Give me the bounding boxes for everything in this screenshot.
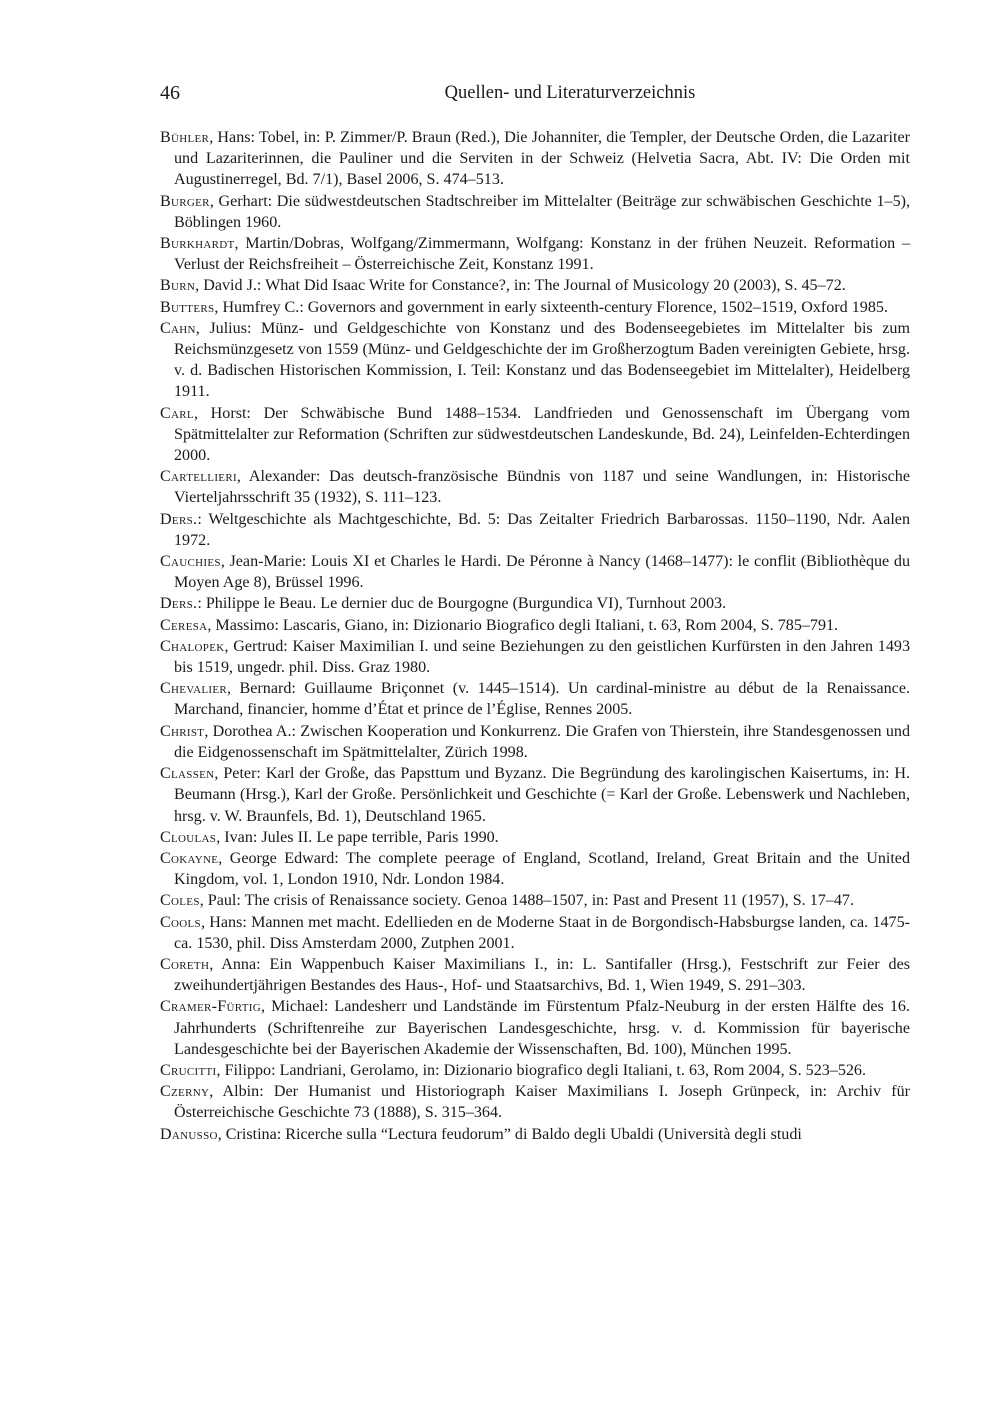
entry-text: , Julius: Münz- und Geldgeschichte von Konstanz und des Bodenseegebietes im Mittelalter bis zum Reichsmünzgesetz von 1559 (Münz- und Geldgeschichte der im Großherzogtum Baden vereinigten Gebiete, hrsg. v. d. Badischen Historischen Kommission, I. Teil: Konstanz und das Bodenseegebiet im Mittelalter), Heidelberg 1911. [174,319,910,401]
entry-author: Cloulas [160,828,217,846]
bibliography-list [160,127,910,1145]
entry-text: , Hans: Tobel, in: P. Zimmer/P. Braun (Red.), Die Johanniter, die Templer, der Deutsche Orden, die Lazariter und Lazariterinnen, die Pauliner und die Serviten in der Schweiz (Helvetia Sacra, Abt. IV: Die Orden mit Augustinerregel, Bd. 7/1), Basel 2006, S. 474–513. [174,129,910,189]
entry-text: , Ivan: Jules II. Le pape terrible, Paris 1990. [216,828,499,846]
bibliography-entry [160,721,910,763]
bibliography-entry [160,466,910,508]
entry-author: Burn [160,277,196,295]
entry-text: , Massimo: Lascaris, Giano, in: Dizionario Biografico degli Italiani, t. 63, Rom 2004, S. 785–791. [207,616,839,634]
bibliography-entry [160,509,910,551]
entry-author: Carl [160,404,194,422]
entry-author: Chalopek [160,637,225,655]
bibliography-entry [160,297,910,318]
entry-text: , Gerhart: Die südwestdeutschen Stadtschreiber im Mittelalter (Beiträge zur schwäbischen Geschichte 1–5), Böblingen 1960. [174,192,910,231]
bibliography-entry [160,318,910,403]
entry-author: Ders. [160,510,198,528]
running-head: Quellen- und Literaturverzeichnis [444,83,696,103]
bibliography-entry [160,890,910,911]
entry-text: : Weltgeschichte als Machtgeschichte, Bd. 5: Das Zeitalter Friedrich Barbarossas. 1150–1190, Ndr. Aalen 1972. [174,510,910,549]
entry-author: Coles [160,892,200,910]
entry-author: Butters [160,298,215,316]
entry-text: , Horst: Der Schwäbische Bund 1488–1534. Landfrieden und Genossenschaft im Übergang vom Spätmittelalter zur Reformation (Schriften zur südwestdeutschen Landeskunde, Bd. 24), Leinfelden-Echterdingen 2000. [174,404,910,465]
entry-text: , Filippo: Landriani, Gerolamo, in: Dizionario biografico degli Italiani, t. 63, Rom 2004, S. 523–526. [216,1061,866,1079]
entry-text: , Dorothea A.: Zwischen Kooperation und Konkurrenz. Die Grafen von Thierstein, ihre Standesgenossen und die Eidgenossenschaft im Spätmittelalter, Zürich 1998. [174,722,910,761]
bibliography-entry [160,827,910,848]
entry-author: Burger [160,192,210,210]
bibliography-entry [160,127,910,191]
entry-author: Classen [160,765,215,783]
entry-text: , Jean-Marie: Louis XI et Charles le Hardi. De Péronne à Nancy (1468–1477): le conflit (Bibliothèque du Moyen Age 8), Brüssel 1996. [174,553,910,592]
entry-text: , Gertrud: Kaiser Maximilian I. und seine Beziehungen zu den geistlichen Kurfürsten in den Jahren 1493 bis 1519, ungedr. phil. Diss. Graz 1980. [174,637,910,677]
entry-text: , Cristina: Ricerche sulla “Lectura feudorum” di Baldo degli Ubaldi (Università degli studi [217,1125,802,1143]
entry-text: , Peter: Karl der Große, das Papsttum und Byzanz. Die Begründung des karolingischen Kaisertums, in: H. Beumann (Hrsg.), Karl der Große. Persönlichkeit und Geschichte (= Karl der Große. Lebenswerk und Nachleben, hrsg. v. W. Braunfels, Bd. 1), Deutschland 1965. [174,765,910,825]
entry-author: Ceresa [160,616,208,634]
bibliography-entry [160,636,910,678]
entry-text: , Alexander: Das deutsch-französische Bündnis von 1187 und seine Wandlungen, in: Historische Vierteljahrsschrift 35 (1932), S. 111–123. [174,468,910,507]
bibliography-entry [160,996,910,1060]
bibliography-entry [160,551,910,593]
entry-author: Czerny [160,1083,210,1101]
bibliography-entry [160,848,910,890]
entry-author: Bühler [160,129,210,146]
bibliography-entry [160,233,910,275]
entry-text: , Martin/Dobras, Wolfgang/Zimmermann, Wolfgang: Konstanz in der frühen Neuzeit. Reformation – Verlust der Reichsfreiheit – Österreichische Zeit, Konstanz 1991. [174,235,910,274]
entry-author: Christ [160,722,205,740]
entry-text: , Hans: Mannen met macht. Edellieden en de Moderne Staat in de Borgondisch-Habsburgse landen, ca. 1475-ca. 1530, phil. Diss Amsterdam 2000, Zutphen 2001. [174,913,910,952]
entry-text: , David J.: What Did Isaac Write for Constance?, in: The Journal of Musicology 20 (2003), S. 45–72. [195,277,846,295]
entry-author: Cools [160,913,201,931]
bibliography-entry [160,763,910,827]
bibliography-entry [160,615,910,636]
entry-author: Danusso [160,1125,218,1143]
entry-author: Ders. [160,595,198,613]
bibliography-entry [160,678,910,720]
entry-author: Cokayne [160,849,219,867]
entry-author: Crucitti [160,1061,217,1079]
entry-author: Coreth [160,955,210,973]
bibliography-entry [160,403,910,467]
bibliography-entry [160,275,910,296]
entry-author: Cramer-Fürtig [160,998,262,1016]
bibliography-entry [160,191,910,233]
entry-author: Burkhardt [160,235,235,253]
entry-text: , Albin: Der Humanist und Historiograph Kaiser Maximilians I. Joseph Grünpeck, in: Archiv für Österreichische Geschichte 73 (1888), S. 315–364. [174,1083,910,1122]
entry-text: , Paul: The crisis of Renaissance society. Genoa 1488–1507, in: Past and Present 11 (1957), S. 17–47. [199,892,854,910]
page-number: 46 [160,82,180,104]
bibliography-entry [160,912,910,954]
entry-author: Cartellieri [160,468,237,486]
entry-author: Cahn [160,319,196,337]
entry-text: , Anna: Ein Wappenbuch Kaiser Maximilians I., in: L. Santifaller (Hrsg.), Festschrift zur Feier des zweihundertjährigen Bestandes des Haus-, Hof- und Staatsarchivs, Bd. 1, Wien 1949, S. 291–303. [174,955,910,995]
bibliography-entry [160,593,910,614]
entry-text: , Michael: Landesherr und Landstände im Fürstentum Pfalz-Neuburg in der ersten Hälfte des 16. Jahrhunderts (Schriftenreihe zur Bayerischen Landesgeschichte, hrsg. v. d. Kommission für bayerische Landesgeschichte bei der Bayerischen Akademie der Wissenschaften, Bd. 100), München 1995. [174,998,910,1058]
entry-author: Cauchies [160,553,221,571]
bibliography-entry [160,954,910,996]
bibliography-entry [160,1081,910,1123]
bibliography-entry [160,1124,910,1145]
entry-text: , George Edward: The complete peerage of England, Scotland, Ireland, Great Britain and the United Kingdom, vol. 1, London 1910, Ndr. London 1984. [174,849,910,889]
entry-author: Chevalier [160,680,228,698]
page-header [160,80,910,106]
entry-text: , Bernard: Guillaume Briçonnet (v. 1445–1514). Un cardinal-ministre au début de la Renaissance. Marchand, financier, homme d’État et prince de l’Église, Rennes 2005. [174,680,910,719]
bibliography-entry [160,1060,910,1081]
entry-text: : Philippe le Beau. Le dernier duc de Bourgogne (Burgundica VI), Turnhout 2003. [197,595,727,613]
entry-text: , Humfrey C.: Governors and government in early sixteenth-century Florence, 1502–1519, Oxford 1985. [214,298,888,316]
